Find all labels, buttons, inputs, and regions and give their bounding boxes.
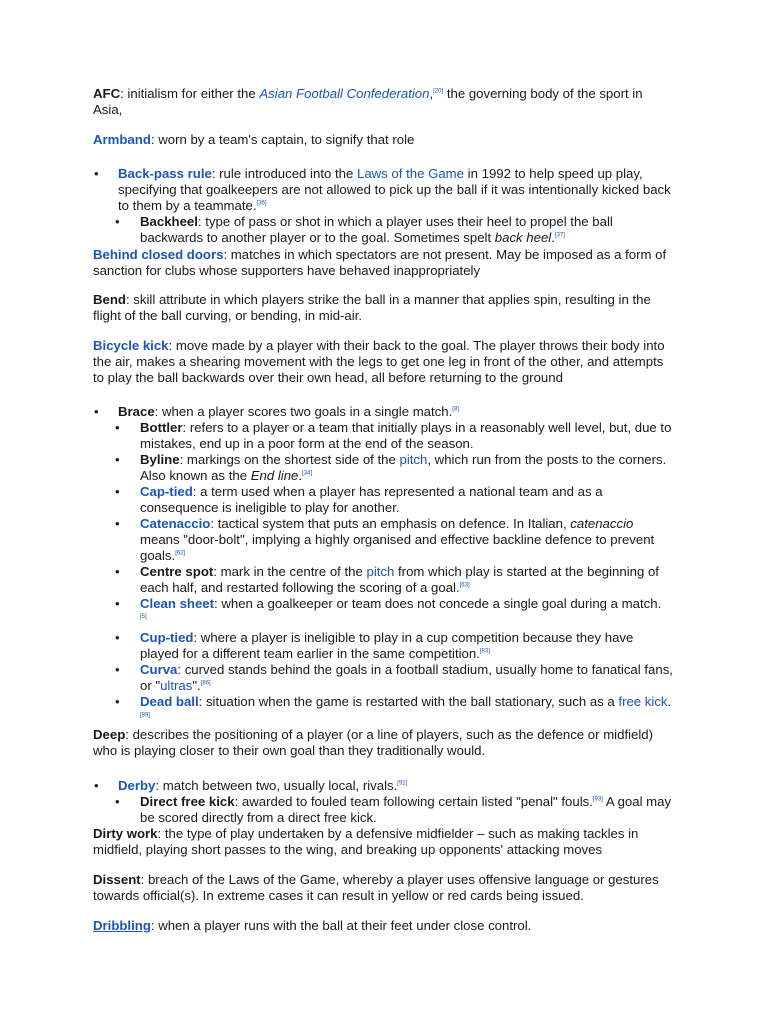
- entry-bend: Bend: skill attribute in which players strike the ball in a manner that applies spin, resulting in the flight of the ball curving, or bending, in mid-air.: [93, 292, 651, 323]
- ref-derby[interactable]: [91]: [397, 780, 408, 787]
- entry-cup-tied: • Cup-tied: where a player is ineligible to play in a cup competition because they have played for a different team earlier in the same competition.[83]: [115, 630, 634, 661]
- entry-afc: AFC: initialism for either the Asian Football Confederation,[20] the governing body of the sport in Asia,: [93, 86, 643, 117]
- link-bicycle-kick[interactable]: Bicycle kick: [93, 338, 169, 353]
- bullet-icon: •: [94, 778, 99, 793]
- link-asian-football-confederation[interactable]: Asian Football Confederation: [259, 86, 430, 101]
- bullet-icon: •: [94, 166, 99, 181]
- ref-cup-tied[interactable]: [83]: [479, 648, 490, 655]
- term-backheel: Backheel: [140, 214, 198, 229]
- bullet-icon: •: [94, 404, 99, 419]
- entry-dissent: Dissent: breach of the Laws of the Game, whereby a player uses offensive language or gestures towards official(s). In extreme cases it can result in yellow or red cards being issued.: [93, 872, 659, 903]
- link-pitch-2[interactable]: pitch: [366, 564, 395, 579]
- ref-back-pass[interactable]: [36]: [256, 200, 267, 207]
- entry-derby: • Derby: match between two, usually local, rivals.[91] • Direct free kick: awarded to fouled team following certain listed "penal" fouls.[93] A goal may be scored directly from a direct free kick.: [94, 778, 672, 825]
- entry-bottler: • Bottler: refers to a player or a team that initially plays in a reasonably well level, but, due to mistakes, end up in a poor form at the end of the season.: [115, 420, 672, 451]
- term-dissent: Dissent: [93, 872, 141, 887]
- bullet-icon: •: [115, 452, 120, 467]
- link-cap-tied[interactable]: Cap-tied: [140, 484, 193, 499]
- link-free-kick[interactable]: free kick: [618, 694, 668, 709]
- link-clean-sheet[interactable]: Clean sheet: [140, 596, 215, 611]
- bullet-icon: •: [115, 420, 120, 435]
- entry-armband: Armband: worn by a team's captain, to signify that role: [93, 132, 415, 147]
- ref-brace[interactable]: [8]: [452, 406, 459, 413]
- bullet-icon: •: [115, 564, 120, 579]
- link-ultras[interactable]: ultras: [160, 678, 193, 693]
- bullet-icon: •: [115, 630, 120, 645]
- link-armband[interactable]: Armband: [93, 132, 151, 147]
- term-brace: Brace: [118, 404, 155, 419]
- entry-deep: Deep: describes the positioning of a player (or a line of players, such as the defence or midfield) who is playing closer to their own goal than they traditionally would.: [93, 727, 654, 758]
- ref-curva[interactable]: [86]: [200, 680, 211, 687]
- link-back-pass-rule[interactable]: Back-pass rule: [118, 166, 212, 181]
- entry-centre-spot: • Centre spot: mark in the centre of the pitch from which play is started at the beginning of each half, and restarted following the scoring of a goal.[63]: [115, 564, 659, 595]
- entry-direct-free-kick: • Direct free kick: awarded to fouled team following certain listed "penal" fouls.[93] A goal may be scored directly from a direct free kick.: [115, 794, 672, 825]
- entry-byline: • Byline: markings on the shortest side of the pitch, which run from the posts to the corners. Also known as the End line.[34]: [115, 452, 667, 483]
- entry-brace: • Brace: when a player scores two goals in a single match.[8] • Bottler: refers to a player or a team that initially plays in a reasonably well level, but, due to mistakes, end up in a poor form at the end of the season. • Byline: markings on the shortest side of the pitch, which run from the posts to the corners. Also known as the End line.[34] • Cap-tied: a term used when a player has represented a national team and as a consequence is ineligible to play for another. • Catenaccio: tactical system that puts an emphasis on defence. In Italian, catenaccio means "door-bolt", implying a highly organised and effective backline defence to prevent goals.[62] • Centre spot: mark in the centre of the pitch from which play is started at the beginning of each half, and restarted following the scoring of a goal.[63] • Clean sheet: when a goalkeeper or team does not concede a single goal during a match. [5] • Cup-tied: where a player is ineligible to play in a cup competition because they have played for a different team earlier in the same competition.[83] • Curva: curved stands behind the goals in a football stadium, usually home to fanatical fans, or "ultras".[86] • Dead ball: situation when the game is restarted with the ball stationary, such as a free kick.[89]: [93, 404, 673, 726]
- ref-byline[interactable]: [34]: [302, 470, 313, 477]
- bullet-icon: •: [115, 484, 120, 499]
- link-cup-tied[interactable]: Cup-tied: [140, 630, 194, 645]
- term-afc: AFC: [93, 86, 121, 101]
- ref-afc[interactable]: [20]: [433, 88, 444, 95]
- ref-centre-spot[interactable]: [63]: [459, 582, 470, 589]
- ref-direct-free-kick[interactable]: [93]: [592, 796, 603, 803]
- entry-clean-sheet: • Clean sheet: when a goalkeeper or team does not concede a single goal during a match. [5]: [115, 596, 662, 620]
- term-bottler: Bottler: [140, 420, 183, 435]
- bullet-icon: •: [115, 214, 120, 229]
- bullet-icon: •: [115, 662, 120, 677]
- bullet-icon: •: [115, 596, 120, 611]
- ref-clean-sheet[interactable]: [5]: [140, 614, 147, 620]
- ref-dead-ball[interactable]: [89]: [140, 712, 151, 719]
- list-derby: [93, 778, 673, 826]
- entry-catenaccio: • Catenaccio: tactical system that puts an emphasis on defence. In Italian, catenaccio means "door-bolt", implying a highly organised and effective backline defence to prevent goals.[62]: [115, 516, 655, 563]
- list-back-pass: [93, 166, 673, 246]
- ref-catenaccio[interactable]: [62]: [175, 550, 186, 557]
- link-catenaccio[interactable]: Catenaccio: [140, 516, 211, 531]
- link-dribbling[interactable]: Dribbling: [93, 918, 151, 933]
- link-derby[interactable]: Derby: [118, 778, 156, 793]
- link-pitch[interactable]: pitch: [399, 452, 428, 467]
- entry-back-pass-rule: • Back-pass rule: rule introduced into the Laws of the Game in 1992 to help speed up play, specifying that goalkeepers are not allowed to pick up the ball if it was intentionally kicked back to them by a teammate.[36] • Backheel: type of pass or shot in which a player uses their heel to propel the ball backwards to another player or to the goal. Sometimes spelt back heel.[37]: [93, 166, 673, 246]
- term-dirty-work: Dirty work: [93, 826, 158, 841]
- list-brace: [93, 404, 673, 726]
- bullet-icon: •: [115, 794, 120, 809]
- link-laws-of-the-game[interactable]: Laws of the Game: [356, 166, 465, 181]
- entry-curva: • Curva: curved stands behind the goals in a football stadium, usually home to fanatical fans, or "ultras".[86]: [115, 662, 673, 693]
- bullet-icon: •: [115, 516, 120, 531]
- entry-dead-ball: • Dead ball: situation when the game is restarted with the ball stationary, such as a free kick.[89]: [115, 694, 672, 719]
- term-deep: Deep: [93, 727, 126, 742]
- entry-dribbling: Dribbling: when a player runs with the ball at their feet under close control.: [93, 918, 532, 933]
- term-byline: Byline: [140, 452, 180, 467]
- link-curva[interactable]: Curva: [140, 662, 178, 677]
- entry-backheel: • Backheel: type of pass or shot in which a player uses their heel to propel the ball backwards to another player or to the goal. Sometimes spelt back heel.[37]: [115, 214, 613, 245]
- glossary-document: [93, 86, 673, 934]
- entry-cap-tied: • Cap-tied: a term used when a player has represented a national team and as a consequence is ineligible to play for another.: [115, 484, 603, 515]
- link-dead-ball[interactable]: Dead ball: [140, 694, 199, 709]
- entry-dirty-work: Dirty work: the type of play undertaken by a defensive midfielder – such as making tackles in midfield, playing short passes to the wing, and breaking up opponents' attacking moves: [93, 826, 639, 857]
- entry-behind-closed-doors: Behind closed doors: matches in which spectators are not present. May be imposed as a form of sanction for clubs whose supporters have behaved inappropriately: [93, 247, 667, 278]
- bullet-icon: •: [115, 694, 120, 709]
- link-behind-closed-doors[interactable]: Behind closed doors: [93, 247, 224, 262]
- entry-bicycle-kick: Bicycle kick: move made by a player with their back to the goal. The player throws their body into the air, makes a shearing movement with the legs to get one leg in front of the other, and attempts to play the ball backwards over their own head, all before returning to the ground: [93, 338, 665, 385]
- ref-backheel[interactable]: [37]: [554, 232, 565, 239]
- term-direct-free-kick: Direct free kick: [140, 794, 235, 809]
- term-centre-spot: Centre spot: [140, 564, 214, 579]
- term-bend: Bend: [93, 292, 126, 307]
